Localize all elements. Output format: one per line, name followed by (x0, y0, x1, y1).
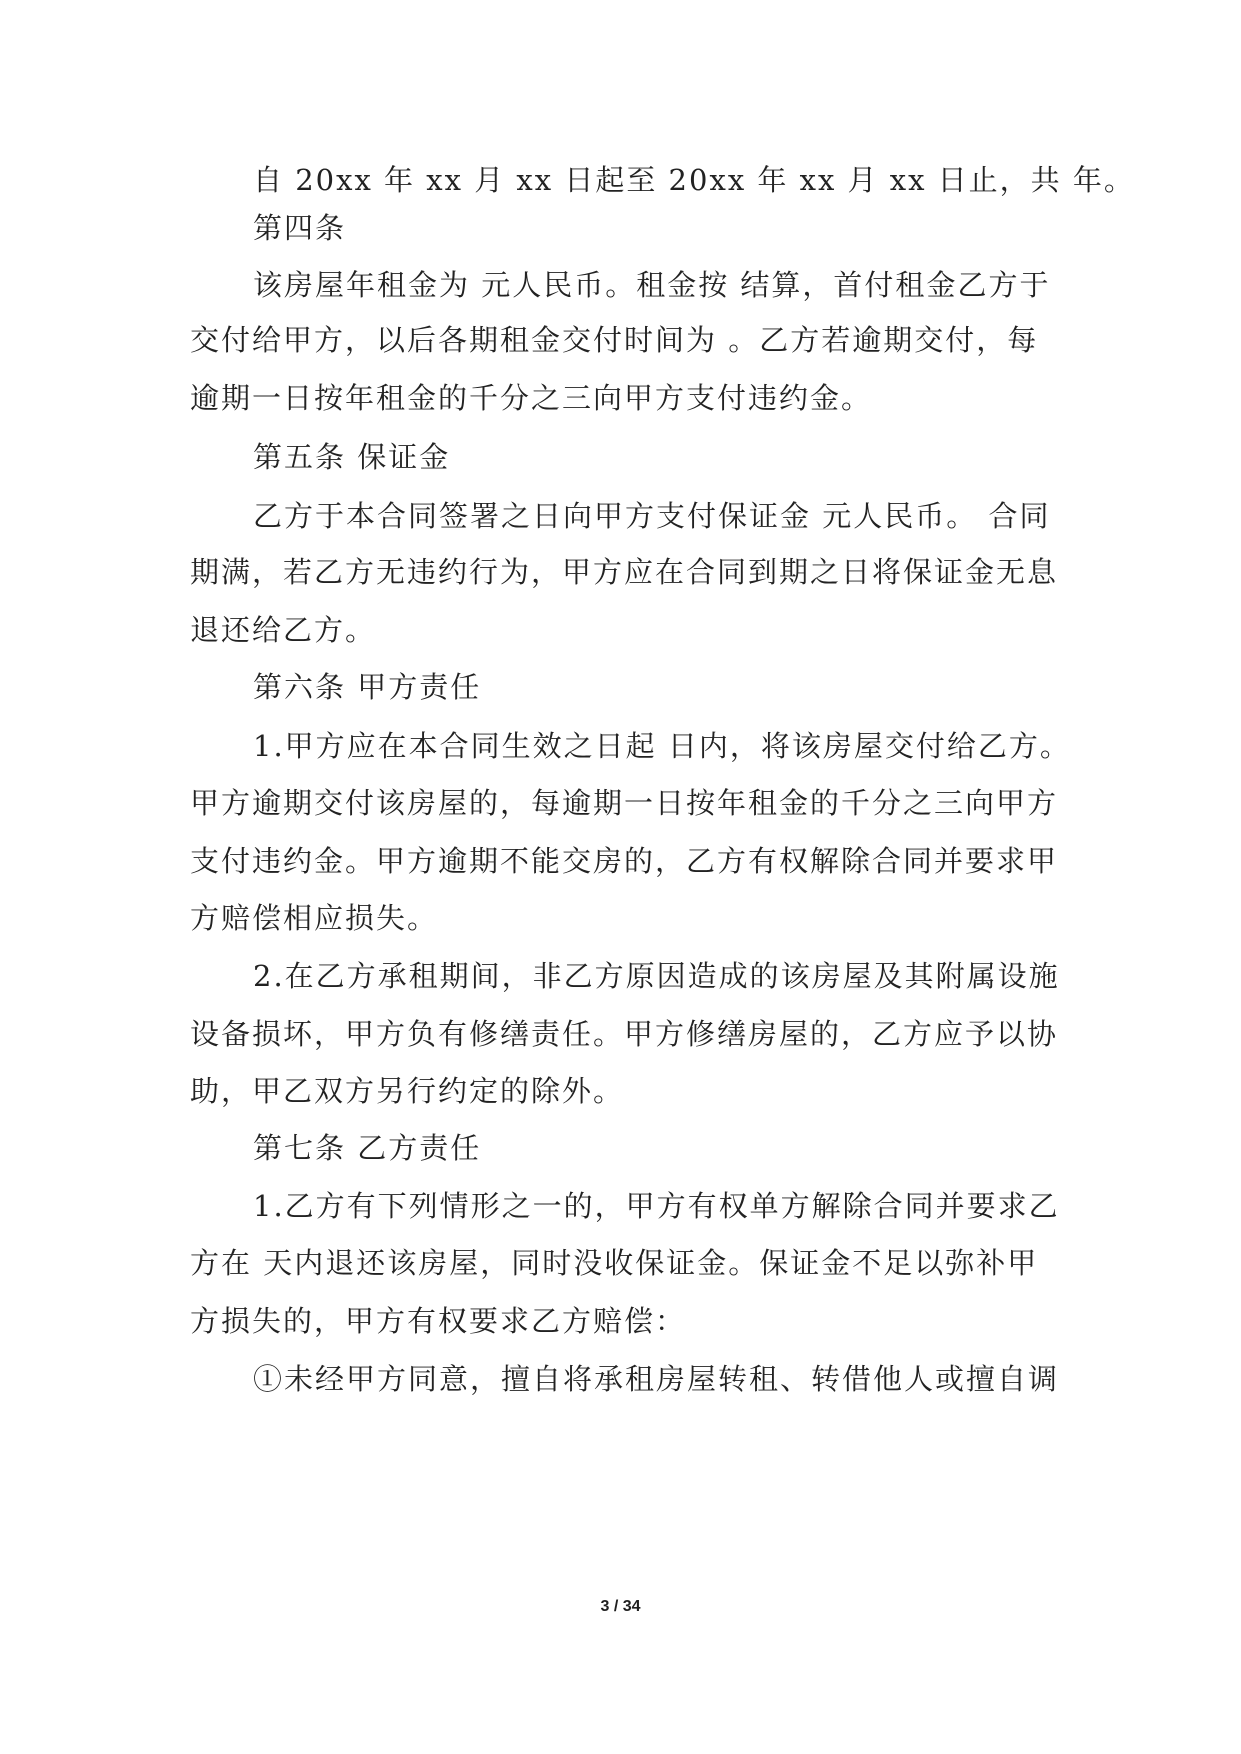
section-heading: 第七条 乙方责任 (253, 1131, 482, 1165)
paragraph-line: 该房屋年租金为 元人民币。租金按 结算，首付租金乙方于 (253, 268, 1051, 302)
paragraph-line: 甲方逾期交付该房屋的，每逾期一日按年租金的千分之三向甲方 (190, 786, 1059, 820)
paragraph-line: 1.甲方应在本合同生效之日起 日内，将该房屋交付给乙方。 (253, 729, 1071, 763)
paragraph-line: 期满，若乙方无违约行为，甲方应在合同到期之日将保证金无息 (190, 555, 1059, 589)
page-number: 3 / 34 (600, 1598, 641, 1615)
section-heading: 第五条 保证金 (253, 440, 451, 474)
paragraph-line: 交付给甲方，以后各期租金交付时间为 。乙方若逾期交付，每 (190, 323, 1039, 357)
paragraph-line: 方损失的，甲方有权要求乙方赔偿： (190, 1304, 687, 1338)
paragraph-line: 1.乙方有下列情形之一的，甲方有权单方解除合同并要求乙 (253, 1189, 1060, 1223)
paragraph-line: 助，甲乙双方另行约定的除外。 (190, 1074, 625, 1108)
section-heading: 第四条 (253, 211, 347, 245)
paragraph-line: 支付违约金。甲方逾期不能交房的，乙方有权解除合同并要求甲 (190, 844, 1059, 878)
paragraph-line: 2.在乙方承租期间，非乙方原因造成的该房屋及其附属设施 (253, 959, 1060, 993)
paragraph-line: 方赔偿相应损失。 (190, 901, 439, 935)
paragraph-line: 设备损坏，甲方负有修缮责任。甲方修缮房屋的，乙方应予以协 (190, 1017, 1059, 1051)
paragraph-line: 逾期一日按年租金的千分之三向甲方支付违约金。 (190, 381, 873, 415)
paragraph-line: 乙方于本合同签署之日向甲方支付保证金 元人民币。 合同 (253, 499, 1051, 533)
paragraph-line: ①未经甲方同意，擅自将承租房屋转租、转借他人或擅自调 (253, 1362, 1060, 1396)
paragraph-line: 方在 天内退还该房屋，同时没收保证金。保证金不足以弥补甲 (190, 1246, 1039, 1280)
section-heading: 第六条 甲方责任 (253, 670, 482, 704)
paragraph-line: 退还给乙方。 (190, 613, 377, 647)
paragraph-line: 自 20xx 年 xx 月 xx 日起至 20xx 年 xx 月 xx 日止，共 年。 (253, 163, 1135, 197)
